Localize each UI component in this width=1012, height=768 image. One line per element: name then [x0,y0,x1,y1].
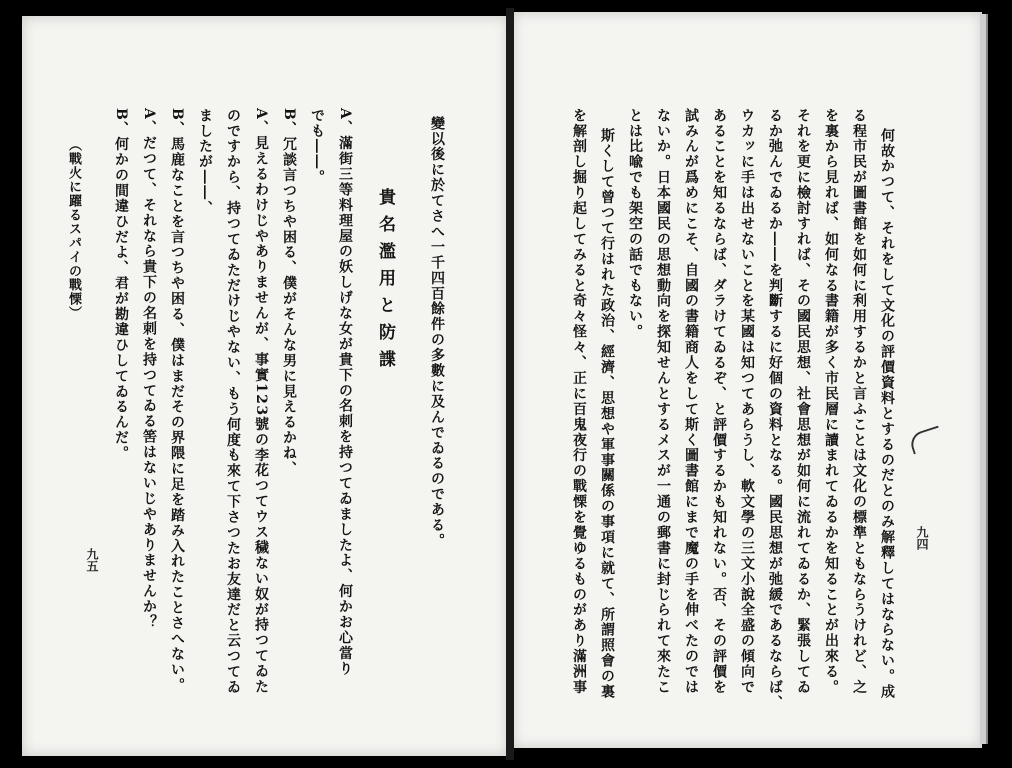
text-column: を裏から見れば、如何なる書籍が多く市民層に讀まれてゐるかを知ることが出來る。 [823,108,839,696]
page-edge [980,14,988,744]
text-column: とは比喩でも架空の話でもない。 [627,108,643,340]
dialogue-column: A、だつて、それなら貴下の名刺を持つてゐる筈はないじやありませんか？ [141,108,157,631]
dialogue-column: ましたが――、 [197,108,213,217]
text-column: る程市民が圖書館を如何に利用するかと言ふことは文化の標準ともならうけれど、之 [851,108,867,696]
text-column: 何故かつて、それをして文化の評價資料とするのだとのみ解釋してはならない。成 [879,128,895,700]
dialogue-column: B、馬鹿なことを言つちや困る、僕はまだその界隈に足を踏み入れたことさへない。 [169,108,185,693]
text-column: るか弛んでゐるか――を判斷するに好個の資料となる。國民思想が弛緩であるならば、 [767,108,783,711]
page-number-right: 九四 [915,526,929,550]
text-column: 變以後に於てさへ一千四百餘件の多數に及んでゐるのである。 [429,116,445,549]
text-column: それを更に檢討すれば、その國民思想、社會思想が如何に流れてゐるか、緊張してゐ [795,108,811,696]
section-heading: 貴名濫用と防諜 [375,188,395,377]
book-gutter [506,8,514,760]
text-column: を解剖し掘り起してみると奇々怪々、正に百鬼夜行の戰慄を覺ゆるものがあり滿洲事 [571,108,587,696]
text-column: ないか。日本國民の思想動向を探知せんとするメスが一通の郵書に封じられて來たこ [655,108,671,696]
dialogue-column: B、何かの間違ひだよ、君が勘違ひしてゐるんだ。 [113,108,129,462]
dialogue-column: A、見えるわけじやありませんが、事實123號の李花つてウス穢ない奴が持つてゐた [253,108,269,695]
text-column: ウカッに手は出せないことを某國は知つてあらうし、軟文學の三文小說全盛の傾向で [739,108,755,696]
running-header: （戰火に躍るスパイの戰慄） [66,138,81,320]
dialogue-column: でも――。 [309,108,325,186]
text-column: あることを知るならば、ダラけてゐるぞ、と評價するかも知れない。否、その評價を [711,108,727,696]
page-number-left: 九五 [85,548,99,572]
dialogue-column: A、滿街三等料理屋の妖しげな女が貴下の名刺を持つてゐましたよ、何かお心當り [337,108,353,677]
text-column: 試みんが爲めにこそ、自國の書籍商人をして斯く圖書館にまで魔の手を伸べたのでは [683,108,699,696]
dialogue-column: のですから、持つてゐただけじやない、もう何度も來て下さつたお友達だと云つてゐ [225,108,241,696]
dialogue-column: B、冗談言つちや困る、僕がそんな男に見えるかね、 [281,108,297,477]
text-column: 斯くして曾つて行はれた政治、經濟、思想や軍事關係の事項に就て、所謂照會の裏 [599,128,615,700]
